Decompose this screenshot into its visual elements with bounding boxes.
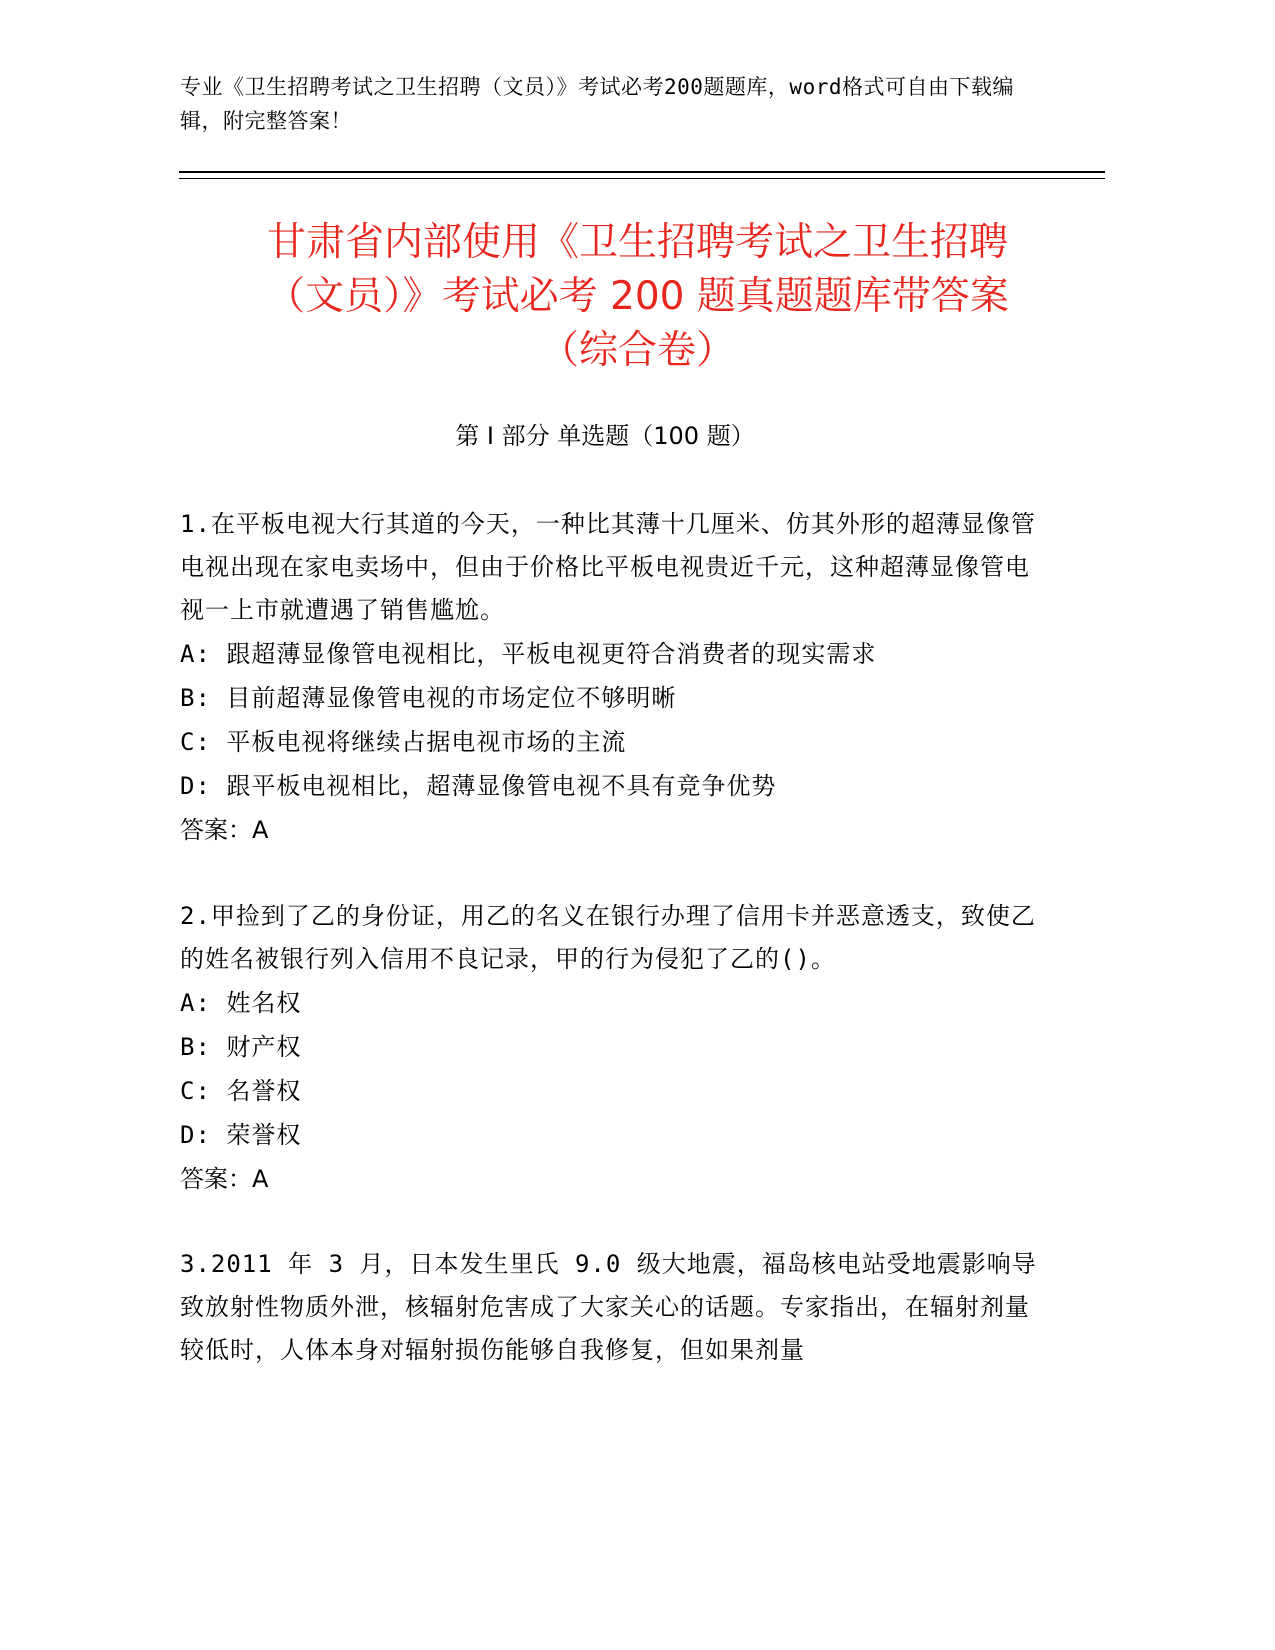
question-1 [180,503,1040,852]
title-line-2: （文员）》考试必考 200 题真题题库带答案 [266,274,1009,319]
question-2 [180,895,1040,1201]
header-note: 专业《卫生招聘考试之卫生招聘（文员）》考试必考200题题库，word格式可自由下载编辑，附完整答案！ [180,75,1014,133]
answer: 答案：A [180,1165,269,1193]
title-line-1: 甘肃省内部使用《卫生招聘考试之卫生招聘 [266,220,1008,265]
title-line-3: （综合卷） [539,328,735,373]
option-c: C: 平板电视将继续占据电视市场的主流 [180,728,627,756]
option-c: C: 名誉权 [180,1077,302,1105]
document-title [150,216,1125,378]
option-b: B: 目前超薄显像管电视的市场定位不够明晰 [180,684,677,712]
section-title: 第 I 部分 单选题（100 题） [455,422,755,450]
option-b: B: 财产权 [180,1033,302,1061]
header-rule-thick [179,171,1105,173]
header-rule-thin [179,178,1105,179]
option-a: A: 姓名权 [180,989,302,1017]
question-stem: 3.2011 年 3 月，日本发生里氏 9.0 级大地震，福岛核电站受地震影响导致放射性物质外泄，核辐射危害成了大家关心的话题。专家指出，在辐射剂量较低时，人体本身对辐射损伤能够自我修复，但如果剂量 [180,1250,1037,1364]
question-stem: 1.在平板电视大行其道的今天，一种比其薄十几厘米、仿其外形的超薄显像管电视出现在家电卖场中，但由于价格比平板电视贵近千元，这种超薄显像管电视一上市就遭遇了销售尴尬。 [180,510,1036,624]
question-stem: 2.甲捡到了乙的身份证，用乙的名义在银行办理了信用卡并恶意透支，致使乙的姓名被银行列入信用不良记录，甲的行为侵犯了乙的()。 [180,902,1036,973]
option-d: D: 荣誉权 [180,1121,302,1149]
option-d: D: 跟平板电视相比，超薄显像管电视不具有竞争优势 [180,772,777,800]
question-3 [180,1243,1040,1372]
answer: 答案：A [180,816,269,844]
option-a: A: 跟超薄显像管电视相比，平板电视更符合消费者的现实需求 [180,640,877,668]
